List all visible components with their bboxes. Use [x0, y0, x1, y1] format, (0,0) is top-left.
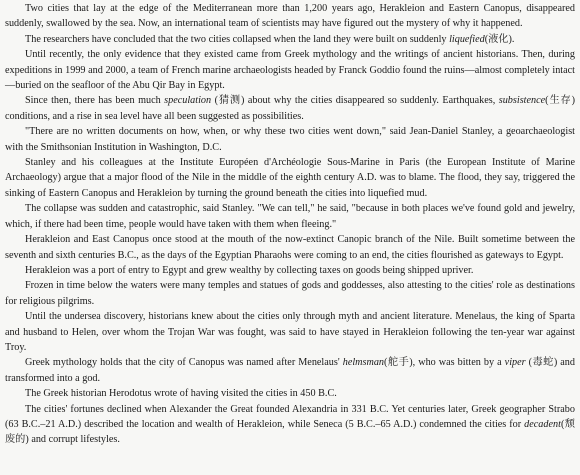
- text-run: (猜测) about why the cities disappeared so suddenly. Earthquakes,: [211, 95, 499, 107]
- paragraph: [5, 355, 575, 386]
- italic-term: speculation: [164, 95, 212, 107]
- text-run: Stanley and his colleagues at the Institute Européen d'Archéologie Sous-Marine in Paris (the European Institute of Marine Archaeology) argue that a major flood of the Nile in the middle of the eighth century A.D. was to blame. The flood, they say, triggered the sinking of Eastern Canopus and Herakleion by turning the ground beneath the cities into liquefied mud.: [5, 157, 575, 199]
- italic-term: subsistence: [498, 95, 546, 107]
- text-run: Two cities that lay at the edge of the Mediterranean more than 1,200 years ago, Herakleion and Eastern Canopus, disappeared suddenly, swallowed by the sea. Now, an international team of scientists may have figured out the mystery of why it happened.: [5, 3, 575, 30]
- paragraph: [5, 232, 575, 263]
- text-run: Greek mythology holds that the city of Canopus was named after Menelaus': [25, 357, 343, 369]
- text-run: (舵手), who was bitten by a: [384, 357, 505, 369]
- text-run: The researchers have concluded that the two cities collapsed when the land they were built on suddenly: [25, 33, 450, 45]
- text-run: The collapse was sudden and catastrophic, said Stanley. "We can tell," he said, "because in both places we've found gold and jewelry, which, if there had been time, people would have taken with them when fleeing.": [5, 203, 575, 230]
- text-run: (颓废的) and corrupt lifestyles.: [5, 418, 575, 446]
- text-run: (生存) conditions, and a rise in sea level have all been suggested as possibilities.: [5, 95, 575, 122]
- text-run: (液化).: [484, 33, 515, 45]
- text-run: Frozen in time below the waters were many temples and statues of gods and goddesses, also attesting to the cities' role as destinations for religious pilgrims.: [5, 280, 575, 307]
- italic-term: decadent: [524, 418, 561, 430]
- paragraph: [5, 278, 575, 309]
- italic-term: helmsman: [342, 357, 385, 369]
- text-run: The cities' fortunes declined when Alexander the Great founded Alexandria in 331 B.C. Yet centuries later, Greek geographer Strabo (63 B.C.–21 A.D.) described the location and wealth of Herakleion, while Seneca (5 B.C.–65 A.D.) condemned the cities for: [5, 403, 575, 430]
- text-run: The Greek historian Herodotus wrote of having visited the cities in 450 B.C.: [25, 388, 337, 400]
- paragraph: [5, 47, 575, 93]
- text-run: "There are no written documents on how, when, or why these two cities went down," said Jean-Daniel Stanley, a geoarchaeologist with the Smithsonian Institution in Washington, D.C.: [5, 126, 575, 153]
- paragraph: [5, 124, 575, 155]
- paragraph: [5, 402, 575, 448]
- text-run: Until recently, the only evidence that they existed came from Greek mythology and the writings of ancient historians. Then, during expeditions in 1999 and 2000, a team of French marine archaeologists headed by Franck Goddio found the ruins—almost completely intact—buried on the seafloor of the Abu Qir Bay in Egypt.: [5, 49, 575, 92]
- text-run: Herakleion and East Canopus once stood at the mouth of the now-extinct Canopic branch of the Nile. Built sometime between the seventh and sixth centuries B.C., as the days of the Egyptian Pharaohs were coming to an end, the cities flourished as gateways to Egypt.: [5, 234, 575, 261]
- text-run: (毒蛇) and transformed into a god.: [5, 357, 575, 384]
- paragraph: [5, 155, 575, 201]
- paragraph: [5, 1, 575, 32]
- paragraph: [5, 93, 575, 124]
- paragraph: [5, 201, 575, 232]
- text-run: Herakleion was a port of entry to Egypt and grew wealthy by collecting taxes on goods being shipped upriver.: [25, 264, 474, 276]
- text-run: Since then, there has been much: [25, 95, 165, 107]
- paragraph: [5, 386, 575, 401]
- text-run: Until the undersea discovery, historians knew about the cities only through myth and ancient literature. Menelaus, the king of Sparta and husband to Helen, over whom the Trojan War was fought, was said to have stayed in Herakleion following the ten-year war against Troy.: [5, 311, 575, 353]
- italic-term: viper: [504, 357, 526, 369]
- paragraph: [5, 263, 575, 278]
- italic-term: liquefied: [449, 33, 485, 45]
- paragraph: [5, 32, 575, 47]
- paragraph: [5, 309, 575, 355]
